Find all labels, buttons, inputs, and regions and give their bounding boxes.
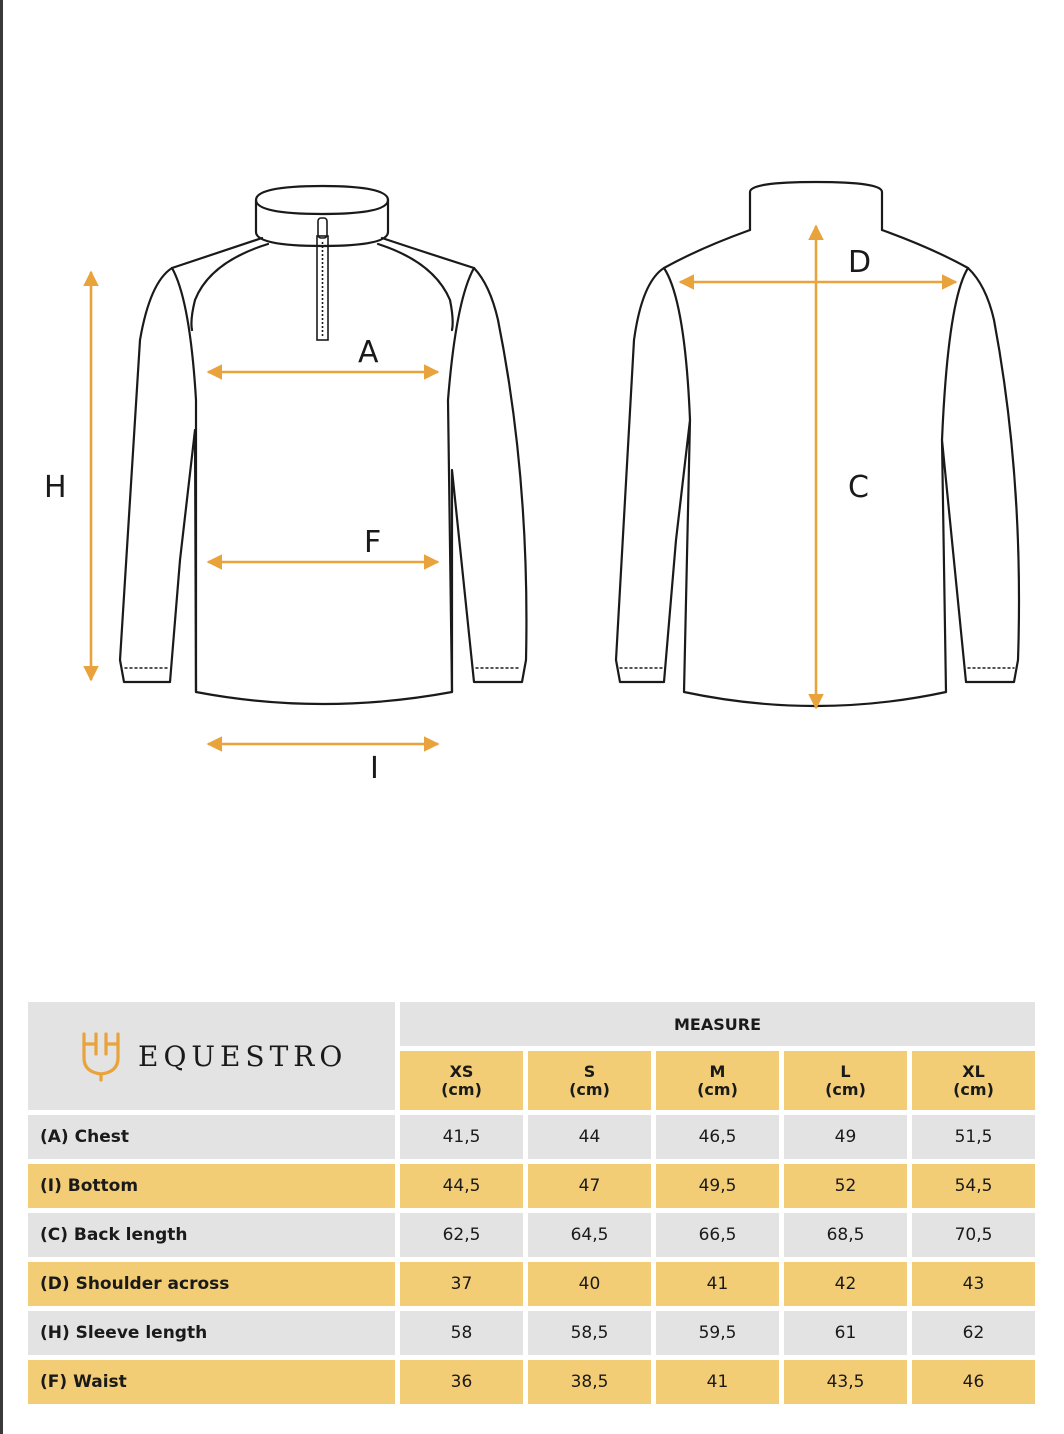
table-cell: 41 (656, 1262, 779, 1306)
size-name: M (709, 1061, 726, 1081)
size-name: S (583, 1061, 596, 1081)
table-cell: 44 (528, 1115, 651, 1159)
row-label: (C) Back length (28, 1213, 395, 1257)
table-cell: 40 (528, 1262, 651, 1306)
table-cell: 46 (912, 1360, 1035, 1404)
table-row-sleeve-length (28, 1311, 1035, 1355)
row-label: (D) Shoulder across (28, 1262, 395, 1306)
size-header-xl (912, 1051, 1035, 1110)
label-h: H (44, 470, 67, 505)
table-cell: 64,5 (528, 1213, 651, 1257)
size-name: L (840, 1061, 851, 1081)
table-cell: 38,5 (528, 1360, 651, 1404)
table-cell: 41 (656, 1360, 779, 1404)
size-header-s (528, 1051, 651, 1110)
table-cell: 47 (528, 1164, 651, 1208)
row-label: (I) Bottom (28, 1164, 395, 1208)
size-name: XL (962, 1061, 985, 1081)
table-cell: 58,5 (528, 1311, 651, 1355)
table-cell: 58 (400, 1311, 523, 1355)
table-row-shoulder-across (28, 1262, 1035, 1306)
label-f: F (364, 525, 382, 560)
back-view-shirt (616, 182, 1019, 706)
size-unit: (cm) (825, 1079, 866, 1099)
horseshoe-shield-logo-icon (80, 1030, 122, 1082)
row-label: (A) Chest (28, 1115, 395, 1159)
measure-header: MEASURE (400, 1002, 1035, 1046)
table-cell: 36 (400, 1360, 523, 1404)
table-cell: 62 (912, 1311, 1035, 1355)
table-cell: 37 (400, 1262, 523, 1306)
label-a: A (358, 335, 379, 370)
table-cell: 52 (784, 1164, 907, 1208)
row-label: (H) Sleeve length (28, 1311, 395, 1355)
size-unit: (cm) (697, 1079, 738, 1099)
label-d: D (848, 245, 872, 280)
table-cell: 59,5 (656, 1311, 779, 1355)
row-label: (F) Waist (28, 1360, 395, 1404)
size-chart-table (23, 997, 1040, 1409)
table-cell: 54,5 (912, 1164, 1035, 1208)
size-name: XS (449, 1061, 474, 1081)
size-header-m (656, 1051, 779, 1110)
table-cell: 51,5 (912, 1115, 1035, 1159)
table-row-bottom (28, 1164, 1035, 1208)
measure-arrows (91, 226, 956, 744)
size-header-xs (400, 1051, 523, 1110)
table-cell: 68,5 (784, 1213, 907, 1257)
table-cell: 41,5 (400, 1115, 523, 1159)
size-unit: (cm) (569, 1079, 610, 1099)
table-cell: 66,5 (656, 1213, 779, 1257)
table-cell: 49 (784, 1115, 907, 1159)
brand-cell (28, 1002, 395, 1110)
table-cell: 49,5 (656, 1164, 779, 1208)
table-row-chest (28, 1115, 1035, 1159)
size-header-l (784, 1051, 907, 1110)
table-cell: 42 (784, 1262, 907, 1306)
table-cell: 46,5 (656, 1115, 779, 1159)
zipper-icon (317, 218, 328, 340)
table-row-back-length (28, 1213, 1035, 1257)
table-cell: 62,5 (400, 1213, 523, 1257)
brand-name: EQUESTRO (138, 1040, 348, 1073)
label-i: I (370, 751, 379, 786)
size-unit: (cm) (953, 1079, 994, 1099)
table-row-waist (28, 1360, 1035, 1404)
table-cell: 43,5 (784, 1360, 907, 1404)
table-cell: 44,5 (400, 1164, 523, 1208)
label-c: C (848, 470, 869, 505)
size-unit: (cm) (441, 1079, 482, 1099)
table-cell: 70,5 (912, 1213, 1035, 1257)
table-cell: 61 (784, 1311, 907, 1355)
table-cell: 43 (912, 1262, 1035, 1306)
